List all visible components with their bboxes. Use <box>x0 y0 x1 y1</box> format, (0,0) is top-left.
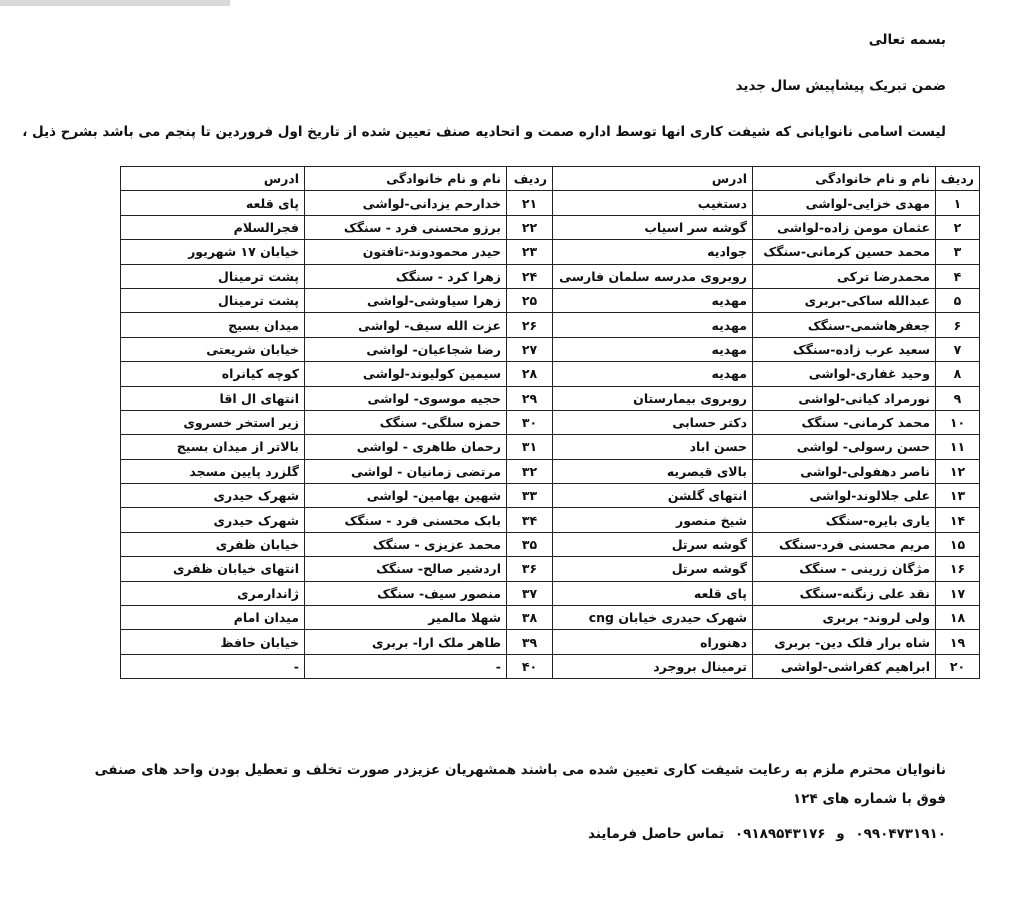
table-row <box>121 606 980 630</box>
name-cell: یاری بایره-سنگک <box>753 508 936 532</box>
phone-number: ۰۹۹۰۴۷۳۱۹۱۰ <box>855 826 946 842</box>
table-row <box>121 313 980 337</box>
row-number-cell: ۲۵ <box>507 288 553 312</box>
table-row <box>121 654 980 678</box>
name-cell: نقد علی زنگنه-سنگک <box>753 581 936 605</box>
row-number-cell: ۲۹ <box>507 386 553 410</box>
row-number-cell: ۲۲ <box>507 215 553 239</box>
table-row <box>121 240 980 264</box>
address-cell: گوشه سرتل <box>553 532 753 556</box>
address-cell: زیر استخر خسروی <box>121 410 305 434</box>
name-cell: نورمراد کیانی-لواشی <box>753 386 936 410</box>
row-number-cell: ۱۶ <box>936 557 980 581</box>
table-row <box>121 264 980 288</box>
address-cell: جوادیه <box>553 240 753 264</box>
row-number-cell: ۵ <box>936 288 980 312</box>
address-cell: فجرالسلام <box>121 215 305 239</box>
table-body <box>121 167 980 679</box>
row-number-cell: ۱۹ <box>936 630 980 654</box>
table-row <box>121 410 980 434</box>
address-cell: حسن اباد <box>553 435 753 459</box>
table-row <box>121 215 980 239</box>
contact-line <box>582 826 946 842</box>
address-cell: مهدیه <box>553 288 753 312</box>
row-number-cell: ۱۵ <box>936 532 980 556</box>
row-number-cell: ۳ <box>936 240 980 264</box>
name-cell: برزو محسنی فرد - سنگک <box>305 215 507 239</box>
name-cell: حجیه موسوی- لواشی <box>305 386 507 410</box>
row-number-cell: ۶ <box>936 313 980 337</box>
row-number-cell: ۱ <box>936 191 980 215</box>
row-number-cell: ۳۵ <box>507 532 553 556</box>
name-cell: عزت الله سیف- لواشی <box>305 313 507 337</box>
table-row <box>121 508 980 532</box>
address-cell: مهدیه <box>553 313 753 337</box>
name-cell: مریم محسنی فرد-سنگک <box>753 532 936 556</box>
name-cell: محمد حسین کرمانی-سنگک <box>753 240 936 264</box>
name-cell: مژگان زرینی - سنگک <box>753 557 936 581</box>
row-number-cell: ۲۷ <box>507 337 553 361</box>
table-row <box>121 581 980 605</box>
address-cell: دکتر حسابی <box>553 410 753 434</box>
name-cell: مرتضی زمانیان - لواشی <box>305 459 507 483</box>
table-row <box>121 532 980 556</box>
address-cell: بالاتر از میدان بسیج <box>121 435 305 459</box>
row-number-cell: ۳۷ <box>507 581 553 605</box>
name-cell: محمد عزیزی - سنگک <box>305 532 507 556</box>
address-cell: خیابان شریعتی <box>121 337 305 361</box>
phone-number: ۰۹۱۸۹۵۴۳۱۷۶ <box>734 826 826 842</box>
address-cell: انتهای ال اقا <box>121 386 305 410</box>
row-number-cell: ۱۷ <box>936 581 980 605</box>
row-number-cell: ۳۱ <box>507 435 553 459</box>
table-row <box>121 484 980 508</box>
name-cell: علی جلالوند-لواشی <box>753 484 936 508</box>
row-number-cell: ۳۰ <box>507 410 553 434</box>
top-edge-band <box>0 0 230 6</box>
address-cell: خیابان ۱۷ شهریور <box>121 240 305 264</box>
name-cell: حمزه سلگی- سنگک <box>305 410 507 434</box>
name-cell: محمدرضا ترکی <box>753 264 936 288</box>
name-cell: سیمین کولیوند-لواشی <box>305 362 507 386</box>
address-cell: خیابان ظفری <box>121 532 305 556</box>
table-row <box>121 435 980 459</box>
name-cell: حیدر محمودوند-تافتون <box>305 240 507 264</box>
address-cell: روبروی مدرسه سلمان فارسی <box>553 264 753 288</box>
name-cell: حسن رسولی- لواشی <box>753 435 936 459</box>
table-row <box>121 557 980 581</box>
address-cell: انتهای گلشن <box>553 484 753 508</box>
header-address: ادرس <box>553 167 753 191</box>
address-cell: ژاندارمری <box>121 581 305 605</box>
row-number-cell: ۴ <box>936 264 980 288</box>
name-cell: محمد کرمانی- سنگک <box>753 410 936 434</box>
address-cell: کوچه کیانراه <box>121 362 305 386</box>
name-cell: طاهر ملک ارا- بربری <box>305 630 507 654</box>
and-word: و <box>836 826 845 842</box>
header-full-name: نام و نام خانوادگی <box>753 167 936 191</box>
row-number-cell: ۱۲ <box>936 459 980 483</box>
address-cell: روبروی بیمارستان <box>553 386 753 410</box>
name-cell: ناصر دهفولی-لواشی <box>753 459 936 483</box>
name-cell: منصور سیف- سنگک <box>305 581 507 605</box>
table-row <box>121 630 980 654</box>
row-number-cell: ۸ <box>936 362 980 386</box>
address-cell: شیخ منصور <box>553 508 753 532</box>
name-cell: عبدالله ساکی-بربری <box>753 288 936 312</box>
row-number-cell: ۹ <box>936 386 980 410</box>
greeting: ضمن تبریک پیشاپیش سال جدید <box>735 78 946 94</box>
table-row <box>121 362 980 386</box>
row-number-cell: ۱۱ <box>936 435 980 459</box>
row-number-cell: ۳۹ <box>507 630 553 654</box>
address-cell: مهدیه <box>553 337 753 361</box>
name-cell: زهرا کرد - سنگک <box>305 264 507 288</box>
address-cell: دستغیب <box>553 191 753 215</box>
row-number-cell: ۳۲ <box>507 459 553 483</box>
name-cell: رحمان طاهری - لواشی <box>305 435 507 459</box>
address-cell: شهرک حیدری <box>121 484 305 508</box>
row-number-cell: ۷ <box>936 337 980 361</box>
header-address: ادرس <box>121 167 305 191</box>
bakery-shift-table <box>120 166 980 679</box>
header-row-number: ردیف <box>507 167 553 191</box>
name-cell: وحید غفاری-لواشی <box>753 362 936 386</box>
address-cell: شهرک حیدری <box>121 508 305 532</box>
address-cell: پشت ترمینال <box>121 264 305 288</box>
name-cell: شاه برار فلک دین- بربری <box>753 630 936 654</box>
address-cell: پای قلعه <box>553 581 753 605</box>
address-cell: گلزرد پایین مسجد <box>121 459 305 483</box>
address-cell: میدان بسیج <box>121 313 305 337</box>
address-cell: - <box>121 654 305 678</box>
address-cell: خیابان حافظ <box>121 630 305 654</box>
name-cell: ابراهیم کفراشی-لواشی <box>753 654 936 678</box>
row-number-cell: ۲۱ <box>507 191 553 215</box>
row-number-cell: ۱۴ <box>936 508 980 532</box>
salutation: بسمه تعالی <box>868 32 946 48</box>
row-number-cell: ۴۰ <box>507 654 553 678</box>
row-number-cell: ۱۸ <box>936 606 980 630</box>
intro-text: لیست اسامی نانوایانی که شیفت کاری انها توسط اداره صمت و اتحادیه صنف تعیین شده از تاریخ اول فروردین تا پنجم می باشد بشرح ذیل ، <box>22 124 946 140</box>
address-cell: انتهای خیابان ظفری <box>121 557 305 581</box>
row-number-cell: ۳۳ <box>507 484 553 508</box>
address-cell: گوشه سرتل <box>553 557 753 581</box>
name-cell: مهدی خزایی-لواشی <box>753 191 936 215</box>
name-cell: شهین بهامین- لواشی <box>305 484 507 508</box>
address-cell: بالای قیصریه <box>553 459 753 483</box>
table-row <box>121 191 980 215</box>
row-number-cell: ۲ <box>936 215 980 239</box>
row-number-cell: ۲۳ <box>507 240 553 264</box>
name-cell: خدارحم یزدانی-لواشی <box>305 191 507 215</box>
row-number-cell: ۳۴ <box>507 508 553 532</box>
row-number-cell: ۳۶ <box>507 557 553 581</box>
name-cell: - <box>305 654 507 678</box>
address-cell: مهدیه <box>553 362 753 386</box>
name-cell: ولی لروند- بربری <box>753 606 936 630</box>
name-cell: شهلا مالمیر <box>305 606 507 630</box>
contact-text: تماس حاصل فرمایند <box>588 826 725 842</box>
row-number-cell: ۲۶ <box>507 313 553 337</box>
address-cell: گوشه سر اسیاب <box>553 215 753 239</box>
row-number-cell: ۲۸ <box>507 362 553 386</box>
header-full-name: نام و نام خانوادگی <box>305 167 507 191</box>
address-cell: شهرک حیدری خیابان cng <box>553 606 753 630</box>
footer-notice: نانوایان محترم ملزم به رعایت شیفت کاری تعیین شده می باشند همشهریان عزیزدر صورت تخلف و تعطیل بودن واحد های صنفی فوق با شماره های ۱۲۴ <box>94 762 946 807</box>
row-number-cell: ۳۸ <box>507 606 553 630</box>
address-cell: پای قلعه <box>121 191 305 215</box>
header-row-number: ردیف <box>936 167 980 191</box>
row-number-cell: ۱۳ <box>936 484 980 508</box>
table-row <box>121 459 980 483</box>
name-cell: جعفرهاشمی-سنگک <box>753 313 936 337</box>
name-cell: بابک محسنی فرد - سنگک <box>305 508 507 532</box>
table-row <box>121 288 980 312</box>
table-row <box>121 337 980 361</box>
name-cell: عثمان مومن زاده-لواشی <box>753 215 936 239</box>
row-number-cell: ۱۰ <box>936 410 980 434</box>
table-header-row <box>121 167 980 191</box>
address-cell: دهنوراه <box>553 630 753 654</box>
address-cell: پشت ترمینال <box>121 288 305 312</box>
name-cell: زهرا سیاوشی-لواشی <box>305 288 507 312</box>
row-number-cell: ۲۴ <box>507 264 553 288</box>
address-cell: میدان امام <box>121 606 305 630</box>
name-cell: رضا شجاعیان- لواشی <box>305 337 507 361</box>
table-row <box>121 386 980 410</box>
row-number-cell: ۲۰ <box>936 654 980 678</box>
name-cell: سعید عرب زاده-سنگک <box>753 337 936 361</box>
address-cell: ترمینال بروجرد <box>553 654 753 678</box>
name-cell: اردشیر صالح- سنگک <box>305 557 507 581</box>
